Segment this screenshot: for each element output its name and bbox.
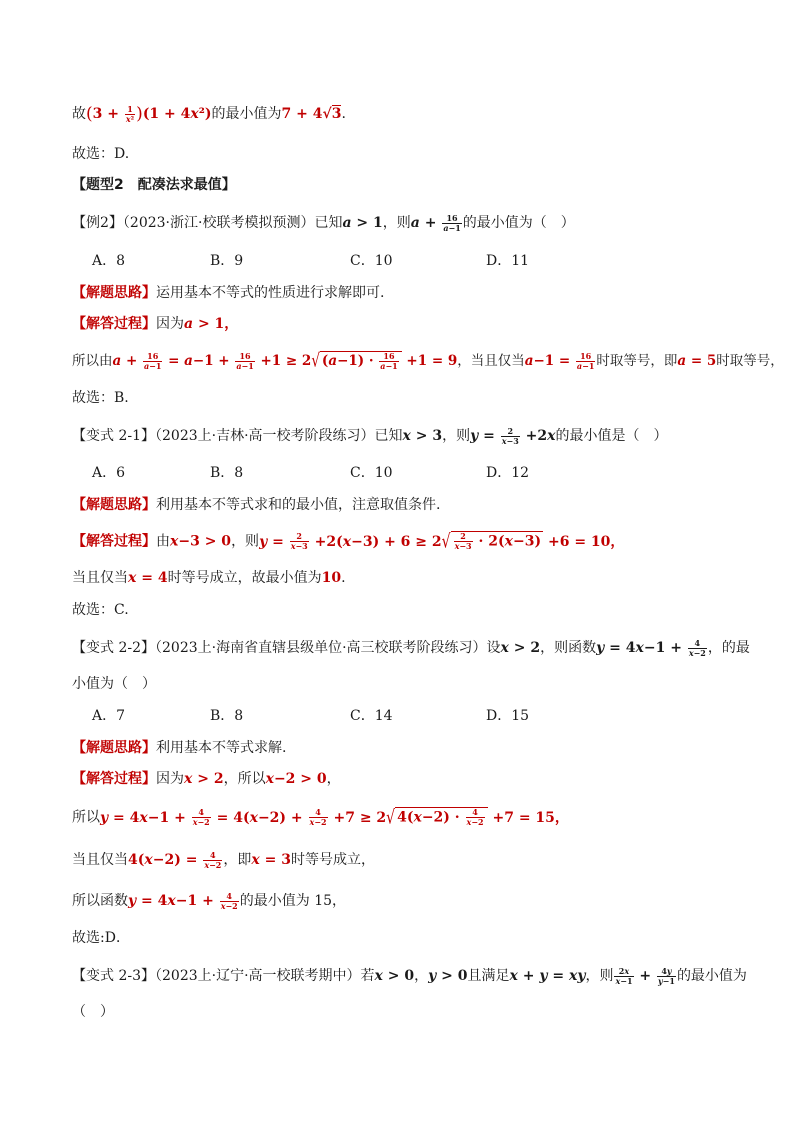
- solution-process-2-detail: 当且仅当x = 4时等号成立，故最小值为10.: [72, 570, 346, 586]
- variant-2-3-question: 【变式 2-3】（2023上·辽宁·高一校联考期中）若x > 0，y > 0且满足x + y = xy，则 $\frac{2x}{x-1}$ + $\frac{4y}{y-1}$ 的最小值为: [72, 965, 747, 986]
- solution-process-1: 【解答过程】因为a > 1，: [72, 316, 239, 332]
- option-c[interactable]: C．14: [350, 708, 393, 724]
- solution-idea-3: 【解题思路】利用基本不等式求解.: [72, 740, 287, 756]
- answer-line: 故选:D．: [72, 930, 130, 946]
- option-d[interactable]: D．11: [486, 253, 530, 269]
- solution-process-3-equality: 当且仅当4(x−2) = $\frac{4}{x-2}$ ，即x = 3时等号成立，: [72, 849, 375, 870]
- option-d[interactable]: D．15: [486, 708, 530, 724]
- solution-process-3-result: 所以函数y = 4x−1 + $\frac{4}{x-2}$ 的最小值为 15，: [72, 890, 347, 911]
- options-example-2: [72, 251, 732, 271]
- option-a[interactable]: A．6: [92, 465, 126, 481]
- solution-process-1-detail: 所以由a + $\frac{16}{a-1}$ = a−1 + $\frac{16}{a-1}$ +1 ≥ 2√ (a−1) · $\frac{16}{a-1}$ +1 = 9，当且仅当a−1 = $\frac{16}{a-1}$ 时取等号，即a = 5时取等号，: [72, 350, 784, 372]
- solution-process-3-detail: 所以y = 4x−1 + $\frac{4}{x-2}$ = 4(x−2) + $\frac{4}{x-2}$ +7 ≥ 2√ 4(x−2) · $\frac{4}{x-2}$ +7 = 15，: [72, 806, 569, 829]
- option-a[interactable]: A．8: [92, 253, 126, 269]
- example-2-question: 【例2】（2023·浙江·校联考模拟预测）已知a > 1，则a + $\frac{16}{a-1}$ 的最小值为（ ）: [72, 212, 575, 233]
- variant-2-3-question-cont: （ ）: [72, 1004, 114, 1020]
- variant-2-2-question: 【变式 2-2】（2023上·海南省直辖县级单位·高三校联考阶段练习）设x > 2，则函数y = 4x−1 + $\frac{4}{x-2}$ ，的最: [72, 637, 750, 658]
- solution-idea-1: 【解题思路】运用基本不等式的性质进行求解即可.: [72, 285, 385, 301]
- answer-line: 故选：C.: [72, 602, 129, 618]
- answer-line: 故选：D.: [72, 146, 130, 162]
- option-d[interactable]: D．12: [486, 465, 530, 481]
- options-variant-2-2: [72, 706, 732, 726]
- options-variant-2-1: [72, 463, 732, 483]
- option-c[interactable]: C．10: [350, 465, 393, 481]
- solution-idea-2: 【解题思路】利用基本不等式求和的最小值，注意取值条件.: [72, 497, 441, 513]
- answer-line: 故选：B.: [72, 390, 129, 406]
- variant-2-2-question-cont: 小值为（ ）: [72, 676, 156, 692]
- option-b[interactable]: B．8: [210, 465, 244, 481]
- solution-process-3: 【解答过程】因为x > 2，所以x−2 > 0，: [72, 771, 341, 787]
- option-b[interactable]: B．8: [210, 708, 244, 724]
- expression: (3 + $\frac{1}{\text{x²}}$ )(1 + 4x²): [86, 103, 212, 124]
- section-heading: 【题型2 配凑法求最值】: [72, 177, 236, 193]
- variant-2-1-question: 【变式 2-1】（2023上·吉林·高一校考阶段练习）已知x > 3，则y = $\frac{2}{x-3}$ +2x的最小值是（ ）: [72, 425, 668, 446]
- option-c[interactable]: C．10: [350, 253, 393, 269]
- solution-process-2: 【解答过程】由x−3 > 0，则y = $\frac{2}{x-3}$ +2(x−3) + 6 ≥ 2√ $\frac{2}{x-3}$ · 2(x−3) +6 = 10，: [72, 530, 625, 553]
- option-a[interactable]: A．7: [92, 708, 126, 724]
- conclusion-line: 故(3 + $\frac{1}{\text{x²}}$ )(1 + 4x²)的最小值为7 + 4√3.: [72, 103, 346, 124]
- option-b[interactable]: B．9: [210, 253, 244, 269]
